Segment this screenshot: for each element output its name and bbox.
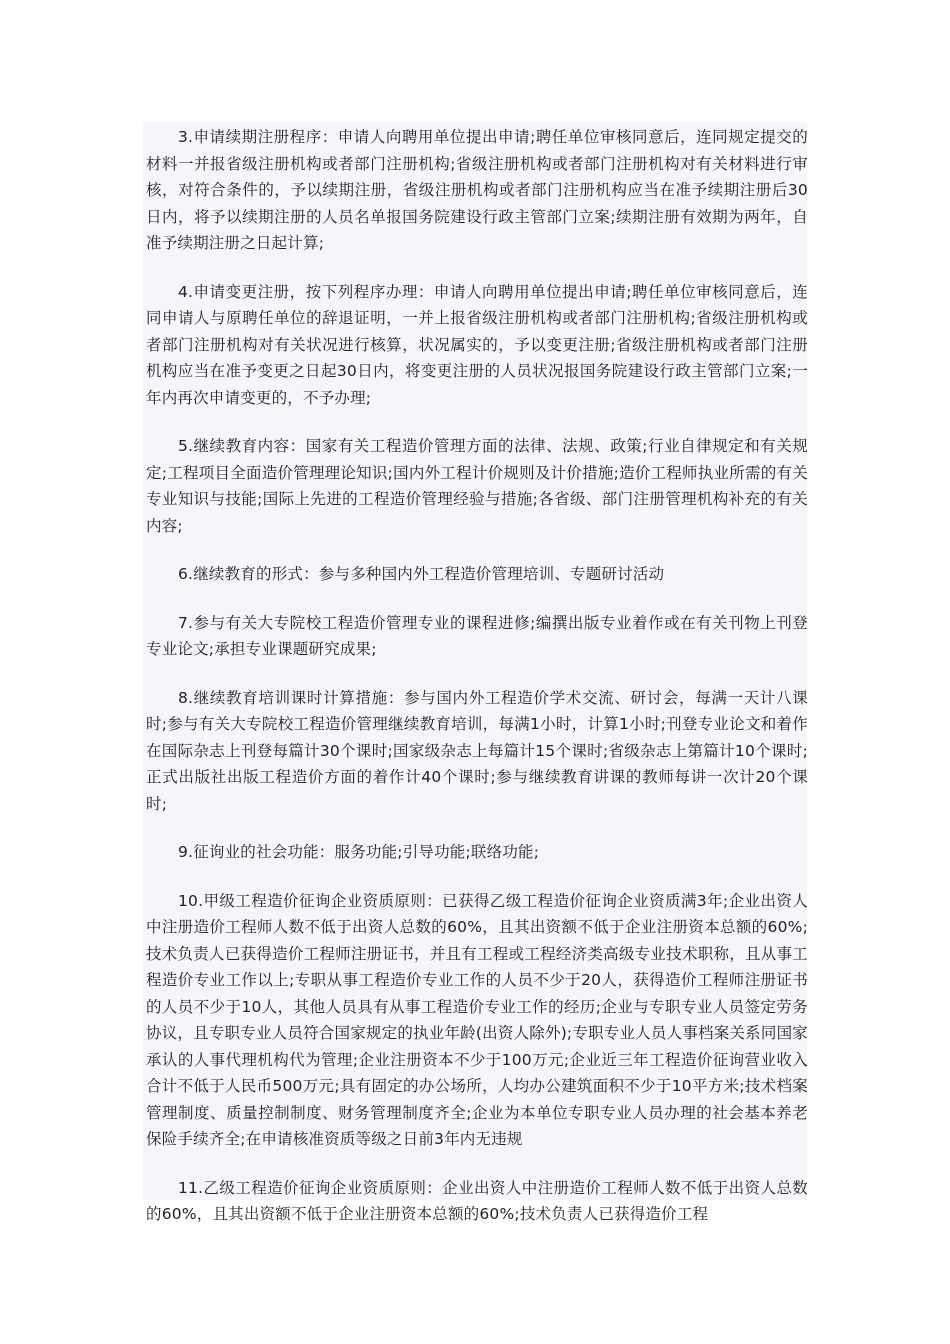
paragraph-continuing-education-form: 6.继续教育的形式：参与多种国内外工程造价管理培训、专题研讨活动 — [178, 565, 665, 583]
paragraph-renewal-registration: 3.申请续期注册程序：申请人向聘用单位提出申请;聘任单位审核同意后，连同规定提交的材料一并报省级注册机构或者部门注册机构;省级注册机构或者部门注册机构对有关材料进行审核，对符合条件的，予以续期注册，省级注册机构或者部门注册机构应当在准予续期注册后30日内，将予以续期注册的人员名单报国务院建设行政主管部门立案;续期注册有效期为两年，自准予续期注册之日起计算; — [146, 128, 808, 252]
paragraph-grade-b-qualification: 11.乙级工程造价征询企业资质原则：企业出资人中注册造价工程师人数不低于出资人总数的60%，且其出资额不低于企业注册资本总额的60%;技术负责人已获得造价工程 — [146, 1178, 808, 1223]
paragraph-social-functions: 9.征询业的社会功能：服务功能;引导功能;联络功能; — [178, 843, 540, 861]
paragraph-grade-a-qualification: 10.甲级工程造价征询企业资质原则：已获得乙级工程造价征询企业资质满3年;企业出资人中注册造价工程师人数不低于出资人总数的60%，且其出资额不低于企业注册资本总额的60%;技术负责人已获得造价工程师注册证书，并且有工程或工程经济类高级专业技术职称，且从事工程造价专业工作以上;专职从事工程造价专业工作的人员不少于20人，获得造价工程师注册证书的人员不少于10人，其他人员具有从事工程造价专业工作的经历;企业与专职专业人员签定劳务协议，且专职专业人员符合国家规定的执业年龄(出资人除外);专职专业人员人事档案关系同国家承认的人事代理机构代为管理;企业注册资本不少于100万元;企业近三年工程造价征询营业收入合计不低于人民币500万元;具有固定的办公场所，人均办公建筑面积不少于10平方米;技术档案管理制度、质量控制制度、财务管理制度齐全;企业为本单位专职专业人员办理的社会基本养老保险手续齐全;在申请核准资质等级之日前3年内无违规 — [146, 891, 808, 1148]
paragraph-training-hours: 8.继续教育培训课时计算措施：参与国内外工程造价学术交流、研讨会，每满一天计八课时;参与有关大专院校工程造价管理继续教育培训，每满1小时，计算1小时;刊登专业论文和着作在国际杂志上刊登每篇计30个课时;国家级杂志上每篇计15个课时;省级杂志上第篇计10个课时;正式出版社出版工程造价方面的着作计40个课时;参与继续教育讲课的教师每讲一次计20个课时; — [146, 688, 808, 813]
paragraph-continuing-education-content: 5.继续教育内容：国家有关工程造价管理方面的法律、法规、政策;行业自律规定和有关规定;工程项目全面造价管理理论知识;国内外工程计价规则及计价措施;造价工程师执业所需的有关专业知识与技能;国际上先进的工程造价管理经验与措施;各省级、部门注册管理机构补充的有关内容; — [146, 437, 808, 535]
paragraph-change-registration: 4.申请变更注册，按下列程序办理：申请人向聘用单位提出申请;聘任单位审核同意后，连同申请人与原聘任单位的辞退证明，一并上报省级注册机构或者部门注册机构;省级注册机构或者部门注册机构对有关状况进行核算，状况属实的，予以变更注册;省级注册机构或者部门注册机构应当在准予变更之日起30日内，将变更注册的人员状况报国务院建设行政主管部门立案;一年内再次申请变更的，不予办理; — [146, 282, 808, 407]
document-body — [146, 124, 808, 1250]
paragraph-course-study: 7.参与有关大专院校工程造价管理专业的课程进修;编撰出版专业着作或在有关刊物上刊登专业论文;承担专业课题研究成果; — [146, 613, 808, 658]
